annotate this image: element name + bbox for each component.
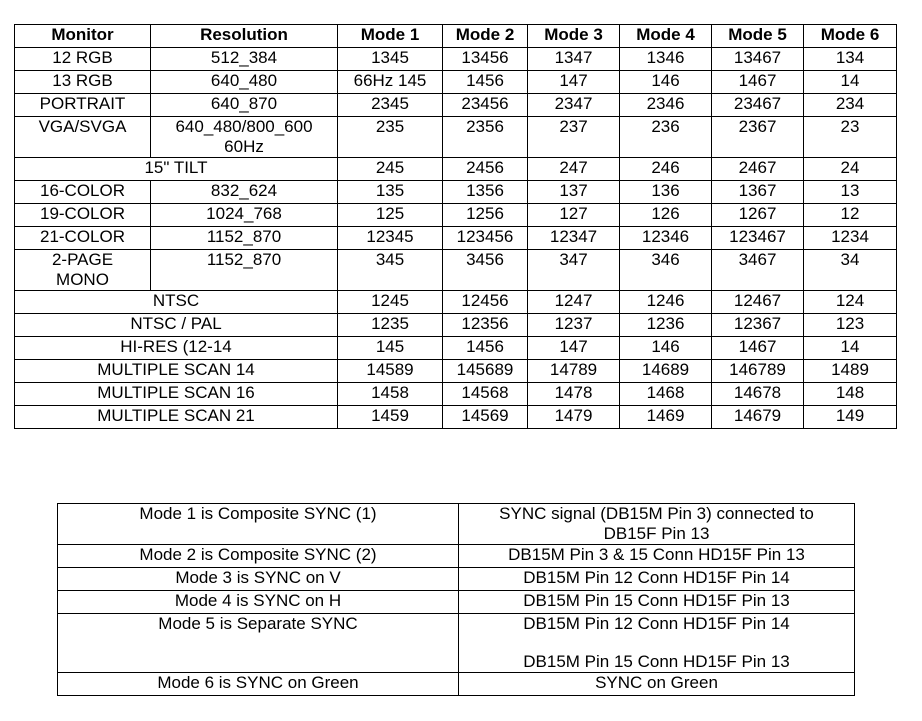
mode-value-cell: 147 xyxy=(528,71,620,94)
monitor-cell: 13 RGB xyxy=(15,71,151,94)
table-row xyxy=(15,48,897,71)
monitor-cell: NTSC xyxy=(15,291,338,314)
legend-row xyxy=(58,673,855,696)
cell-line: DB15M Pin 12 Conn HD15F Pin 14 xyxy=(523,614,790,633)
mode-value-cell: 2346 xyxy=(620,94,712,117)
mode-value-cell: 12467 xyxy=(712,291,804,314)
column-header: Mode 2 xyxy=(443,25,528,48)
mode-value-cell: 23467 xyxy=(712,94,804,117)
mode-value-cell: 127 xyxy=(528,204,620,227)
monitor-cell: NTSC / PAL xyxy=(15,314,338,337)
column-header: Mode 6 xyxy=(804,25,897,48)
mode-value-cell: 1456 xyxy=(443,71,528,94)
mode-value-cell: 66Hz 145 xyxy=(338,71,443,94)
mode-value-cell: 346 xyxy=(620,250,712,291)
table-body xyxy=(15,48,897,429)
mode-value-cell: 246 xyxy=(620,158,712,181)
monitor-cell: HI-RES (12-14 xyxy=(15,337,338,360)
mode-value-cell: 1346 xyxy=(620,48,712,71)
monitor-cell: MULTIPLE SCAN 21 xyxy=(15,406,338,429)
mode-value-cell: 123467 xyxy=(712,227,804,250)
table-header-row xyxy=(15,25,897,48)
mode-value-cell: 146 xyxy=(620,337,712,360)
mode-value-cell: 14 xyxy=(804,71,897,94)
mode-value-cell: 1456 xyxy=(443,337,528,360)
resolution-cell: 512_384 xyxy=(151,48,338,71)
cell-line: MONO xyxy=(56,270,109,289)
monitor-cell: 21-COLOR xyxy=(15,227,151,250)
mode-value-cell: 145 xyxy=(338,337,443,360)
mode-value-cell: 1234 xyxy=(804,227,897,250)
table-row xyxy=(15,117,897,158)
connection-cell: DB15M Pin 12 Conn HD15F Pin 14 xyxy=(459,568,855,591)
mode-value-cell: 134 xyxy=(804,48,897,71)
table-row xyxy=(15,204,897,227)
mode-description-cell: Mode 4 is SYNC on H xyxy=(58,591,459,614)
monitor-cell: 16-COLOR xyxy=(15,181,151,204)
mode-value-cell: 247 xyxy=(528,158,620,181)
mode-value-cell: 1246 xyxy=(620,291,712,314)
connection-cell xyxy=(459,614,855,673)
mode-value-cell: 1347 xyxy=(528,48,620,71)
mode-value-cell: 234 xyxy=(804,94,897,117)
table-row xyxy=(15,406,897,429)
mode-value-cell: 14679 xyxy=(712,406,804,429)
table-row xyxy=(15,227,897,250)
mode-value-cell: 1256 xyxy=(443,204,528,227)
mode-value-cell: 13456 xyxy=(443,48,528,71)
column-header: Mode 4 xyxy=(620,25,712,48)
mode-value-cell: 14678 xyxy=(712,383,804,406)
mode-value-cell: 126 xyxy=(620,204,712,227)
cell-line: 2-PAGE xyxy=(51,250,114,269)
mode-value-cell: 347 xyxy=(528,250,620,291)
column-header: Resolution xyxy=(151,25,338,48)
mode-value-cell: 146 xyxy=(620,71,712,94)
mode-value-cell: 14789 xyxy=(528,360,620,383)
mode-value-cell: 148 xyxy=(804,383,897,406)
table-row xyxy=(15,181,897,204)
table-row xyxy=(15,250,897,291)
mode-value-cell: 1489 xyxy=(804,360,897,383)
resolution-cell xyxy=(151,117,338,158)
mode-value-cell: 12347 xyxy=(528,227,620,250)
legend-row xyxy=(58,614,855,673)
cell-line: 640_480/800_600 xyxy=(175,117,313,136)
mode-value-cell: 124 xyxy=(804,291,897,314)
connection-cell xyxy=(459,504,855,545)
mode-value-cell: 1245 xyxy=(338,291,443,314)
cell-line: 60Hz xyxy=(224,137,264,156)
mode-value-cell: 34 xyxy=(804,250,897,291)
mode-value-cell: 1479 xyxy=(528,406,620,429)
mode-value-cell: 149 xyxy=(804,406,897,429)
mode-value-cell: 137 xyxy=(528,181,620,204)
mode-value-cell: 125 xyxy=(338,204,443,227)
table-row xyxy=(15,94,897,117)
mode-value-cell: 24 xyxy=(804,158,897,181)
mode-value-cell: 1247 xyxy=(528,291,620,314)
mode-value-cell: 236 xyxy=(620,117,712,158)
column-header: Mode 5 xyxy=(712,25,804,48)
monitor-cell xyxy=(15,250,151,291)
mode-value-cell: 12345 xyxy=(338,227,443,250)
legend-row xyxy=(58,545,855,568)
cell-line: SYNC signal (DB15M Pin 3) connected to xyxy=(499,504,814,523)
connection-cell: SYNC on Green xyxy=(459,673,855,696)
mode-value-cell: 12367 xyxy=(712,314,804,337)
connection-cell: DB15M Pin 3 & 15 Conn HD15F Pin 13 xyxy=(459,545,855,568)
mode-value-cell: 1367 xyxy=(712,181,804,204)
mode-legend-table xyxy=(57,503,855,696)
column-header: Mode 1 xyxy=(338,25,443,48)
monitor-cell: MULTIPLE SCAN 14 xyxy=(15,360,338,383)
mode-value-cell: 2345 xyxy=(338,94,443,117)
mode-value-cell: 3456 xyxy=(443,250,528,291)
mode-value-cell: 145689 xyxy=(443,360,528,383)
mode-value-cell: 1237 xyxy=(528,314,620,337)
resolution-cell: 1152_870 xyxy=(151,227,338,250)
mode-value-cell: 23456 xyxy=(443,94,528,117)
monitor-cell: 19-COLOR xyxy=(15,204,151,227)
mode-value-cell: 12356 xyxy=(443,314,528,337)
mode-value-cell: 1345 xyxy=(338,48,443,71)
mode-value-cell: 245 xyxy=(338,158,443,181)
mode-value-cell: 2347 xyxy=(528,94,620,117)
mode-value-cell: 14589 xyxy=(338,360,443,383)
mode-value-cell: 3467 xyxy=(712,250,804,291)
mode-value-cell: 1467 xyxy=(712,337,804,360)
mode-value-cell: 2456 xyxy=(443,158,528,181)
mode-value-cell: 1235 xyxy=(338,314,443,337)
mode-value-cell: 14 xyxy=(804,337,897,360)
resolution-cell: 832_624 xyxy=(151,181,338,204)
mode-value-cell: 13467 xyxy=(712,48,804,71)
mode-description-cell: Mode 6 is SYNC on Green xyxy=(58,673,459,696)
resolution-cell: 1024_768 xyxy=(151,204,338,227)
monitor-cell: VGA/SVGA xyxy=(15,117,151,158)
column-header: Monitor xyxy=(15,25,151,48)
mode-value-cell: 23 xyxy=(804,117,897,158)
table-row xyxy=(15,360,897,383)
mode-value-cell: 2356 xyxy=(443,117,528,158)
mode-value-cell: 146789 xyxy=(712,360,804,383)
resolution-cell: 640_480 xyxy=(151,71,338,94)
cell-line: DB15F Pin 13 xyxy=(603,524,710,543)
column-header: Mode 3 xyxy=(528,25,620,48)
table-row xyxy=(15,314,897,337)
mode-value-cell: 14689 xyxy=(620,360,712,383)
resolution-cell: 640_870 xyxy=(151,94,338,117)
mode-value-cell: 123 xyxy=(804,314,897,337)
table-row xyxy=(15,158,897,181)
legend-body xyxy=(58,504,855,696)
mode-value-cell: 123456 xyxy=(443,227,528,250)
table-row xyxy=(15,383,897,406)
legend-row xyxy=(58,591,855,614)
mode-value-cell: 1356 xyxy=(443,181,528,204)
mode-value-cell: 1236 xyxy=(620,314,712,337)
mode-value-cell: 13 xyxy=(804,181,897,204)
mode-description-cell: Mode 3 is SYNC on V xyxy=(58,568,459,591)
mode-value-cell: 12346 xyxy=(620,227,712,250)
monitor-cell: 15" TILT xyxy=(15,158,338,181)
monitor-cell: MULTIPLE SCAN 16 xyxy=(15,383,338,406)
mode-value-cell: 1468 xyxy=(620,383,712,406)
table-row xyxy=(15,71,897,94)
mode-value-cell: 12456 xyxy=(443,291,528,314)
table-row xyxy=(15,291,897,314)
mode-value-cell: 1458 xyxy=(338,383,443,406)
mode-value-cell: 12 xyxy=(804,204,897,227)
mode-description-cell: Mode 1 is Composite SYNC (1) xyxy=(58,504,459,545)
mode-value-cell: 235 xyxy=(338,117,443,158)
legend-row xyxy=(58,568,855,591)
mode-value-cell: 14568 xyxy=(443,383,528,406)
mode-value-cell: 237 xyxy=(528,117,620,158)
table-row xyxy=(15,337,897,360)
mode-value-cell: 1478 xyxy=(528,383,620,406)
monitor-mode-table xyxy=(14,24,897,429)
mode-value-cell: 345 xyxy=(338,250,443,291)
mode-value-cell: 1467 xyxy=(712,71,804,94)
mode-description-cell: Mode 5 is Separate SYNC xyxy=(58,614,459,673)
mode-value-cell: 14569 xyxy=(443,406,528,429)
mode-value-cell: 1459 xyxy=(338,406,443,429)
mode-value-cell: 2367 xyxy=(712,117,804,158)
monitor-cell: PORTRAIT xyxy=(15,94,151,117)
resolution-cell: 1152_870 xyxy=(151,250,338,291)
mode-value-cell: 1469 xyxy=(620,406,712,429)
connection-cell: DB15M Pin 15 Conn HD15F Pin 13 xyxy=(459,591,855,614)
mode-value-cell: 2467 xyxy=(712,158,804,181)
cell-line: DB15M Pin 15 Conn HD15F Pin 13 xyxy=(523,652,790,671)
mode-value-cell: 1267 xyxy=(712,204,804,227)
legend-row xyxy=(58,504,855,545)
mode-description-cell: Mode 2 is Composite SYNC (2) xyxy=(58,545,459,568)
mode-value-cell: 147 xyxy=(528,337,620,360)
mode-value-cell: 136 xyxy=(620,181,712,204)
monitor-cell: 12 RGB xyxy=(15,48,151,71)
mode-value-cell: 135 xyxy=(338,181,443,204)
